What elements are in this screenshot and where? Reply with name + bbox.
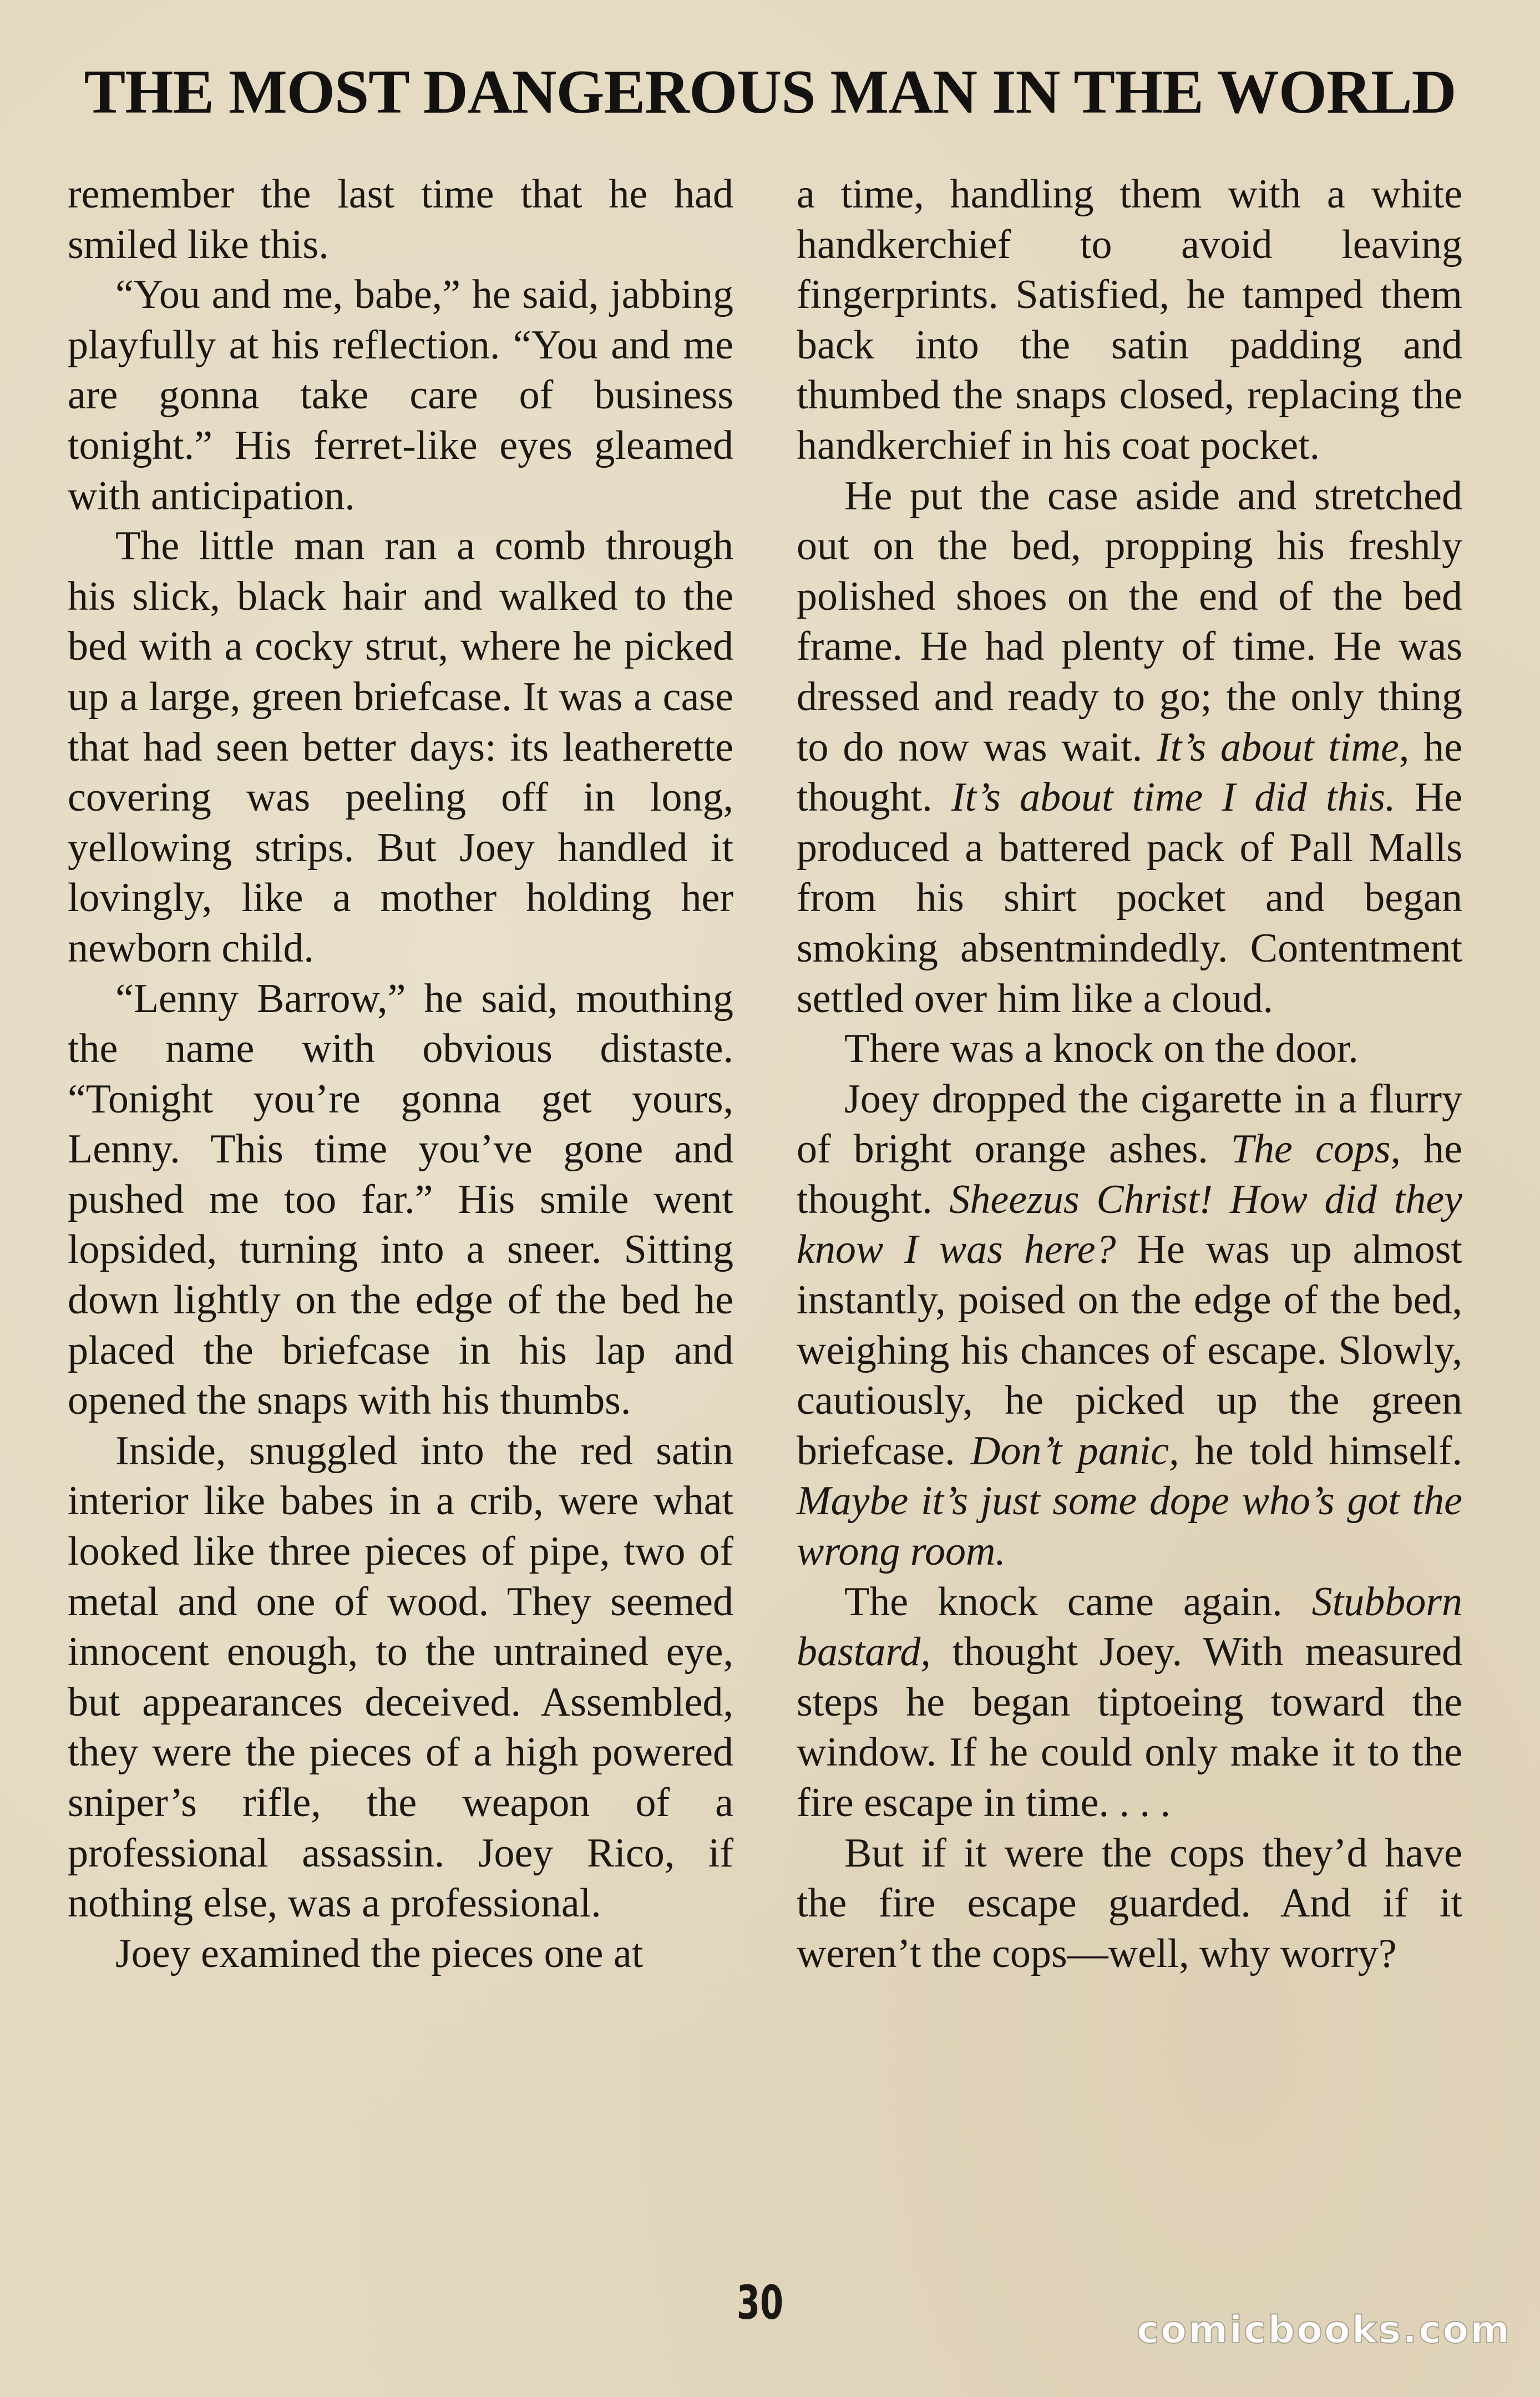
paragraph	[797, 1577, 1462, 1828]
paragraph: a time, handling them with a white handkerchief to avoid leaving fingerprints. Satisfied, he tamped them back into the satin padding and thumbed the snaps closed, replacing the handkerchief in his coat pocket.	[797, 171, 1462, 468]
italic-text: Stubborn bastard,	[797, 1579, 1463, 1675]
italic-text: It’s about time I did this.	[951, 775, 1396, 821]
paragraph: Joey examined the pieces one at	[115, 1930, 644, 1976]
watermark: comicbooks.com	[1136, 2308, 1511, 2352]
paragraph: The little man ran a comb through his slick, black hair and walked to the bed with a cocky strut, where he picked up a large, green briefcase. It was a case that had seen better days: its leatherette covering was peeling off in long, yellowing strips. But Joey handled it lovingly, like a mother holding her newborn child.	[68, 523, 733, 971]
text-run: he thought.	[797, 1126, 1462, 1222]
page-number: 30	[736, 2275, 784, 2330]
italic-text: Don’t panic,	[970, 1428, 1179, 1474]
text-run: He produced a battered pack of Pall Malls from his shirt pocket and began smoking absentmindedly. Contentment settled over him like a cloud.	[797, 775, 1463, 1021]
paragraph: There was a knock on the door.	[844, 1026, 1359, 1072]
paragraph: But if it were the cops they’d have the fire escape guarded. And if it weren’t the cops—well, why worry?	[797, 1830, 1462, 1976]
text-run: he told himself.	[1194, 1428, 1463, 1474]
italic-text: Sheezus Christ! How did they know I was here?	[797, 1176, 1463, 1273]
paragraph: “Lenny Barrow,” he said, mouthing the name with obvious distaste. “Tonight you’re gonna get yours, Lenny. This time you’ve gone and pushed me too far.” His smile went lopsided, turning into a sneer. Sitting down lightly on the edge of the bed he placed the briefcase in his lap and opened the snaps with his thumbs.	[68, 975, 733, 1424]
italic-text: The cops,	[1230, 1126, 1401, 1172]
paragraph	[797, 1074, 1462, 1577]
paragraph: remember the last time that he had smiled like this.	[68, 171, 733, 267]
text-run: He put the case aside and stretched out on the bed, propping his freshly polished shoes on the end of the bed frame. He had plenty of time. He was dressed and ready to go; the only thing to do now was wait.	[797, 473, 1462, 770]
text-run: He was up almost instantly, poised on the edge of the bed, weighing his chances of escape. Slowly, cautiously, he picked up the green briefcase.	[797, 1227, 1462, 1474]
text-run: Joey dropped the cigarette in a flurry of bright orange ashes.	[797, 1076, 1462, 1172]
paragraph: “You and me, babe,” he said, jabbing playfully at his reflection. “You and me are gonna take care of business tonight.” His ferret-like eyes gleamed with anticipation.	[68, 272, 733, 519]
paragraph	[797, 471, 1462, 1024]
italic-text: It’s about time	[1157, 724, 1399, 770]
paragraph: Inside, snuggled into the red satin interior like babes in a crib, were what looked like three pieces of pipe, two of metal and one of wood. They seemed innocent enough, to the untrained eye, but appearances deceived. Assembled, they were the pieces of a high powered sniper’s rifle, the weapon of a professional assassin. Joey Rico, if nothing else, was a professional.	[68, 1428, 733, 1926]
text-run: The knock came again.	[844, 1579, 1283, 1625]
left-column	[68, 169, 733, 1979]
right-column	[797, 169, 1462, 1979]
page-title: THE MOST DANGEROUS MAN IN THE WORLD	[84, 58, 1456, 127]
text-run: , he thought.	[797, 724, 1462, 821]
text-run: thought Joey. With measured steps he began tiptoeing toward the window. If he could only make it to the fire escape in time. . . .	[797, 1629, 1463, 1825]
italic-text: Maybe it’s just some dope who’s got the wrong room.	[797, 1478, 1462, 1575]
